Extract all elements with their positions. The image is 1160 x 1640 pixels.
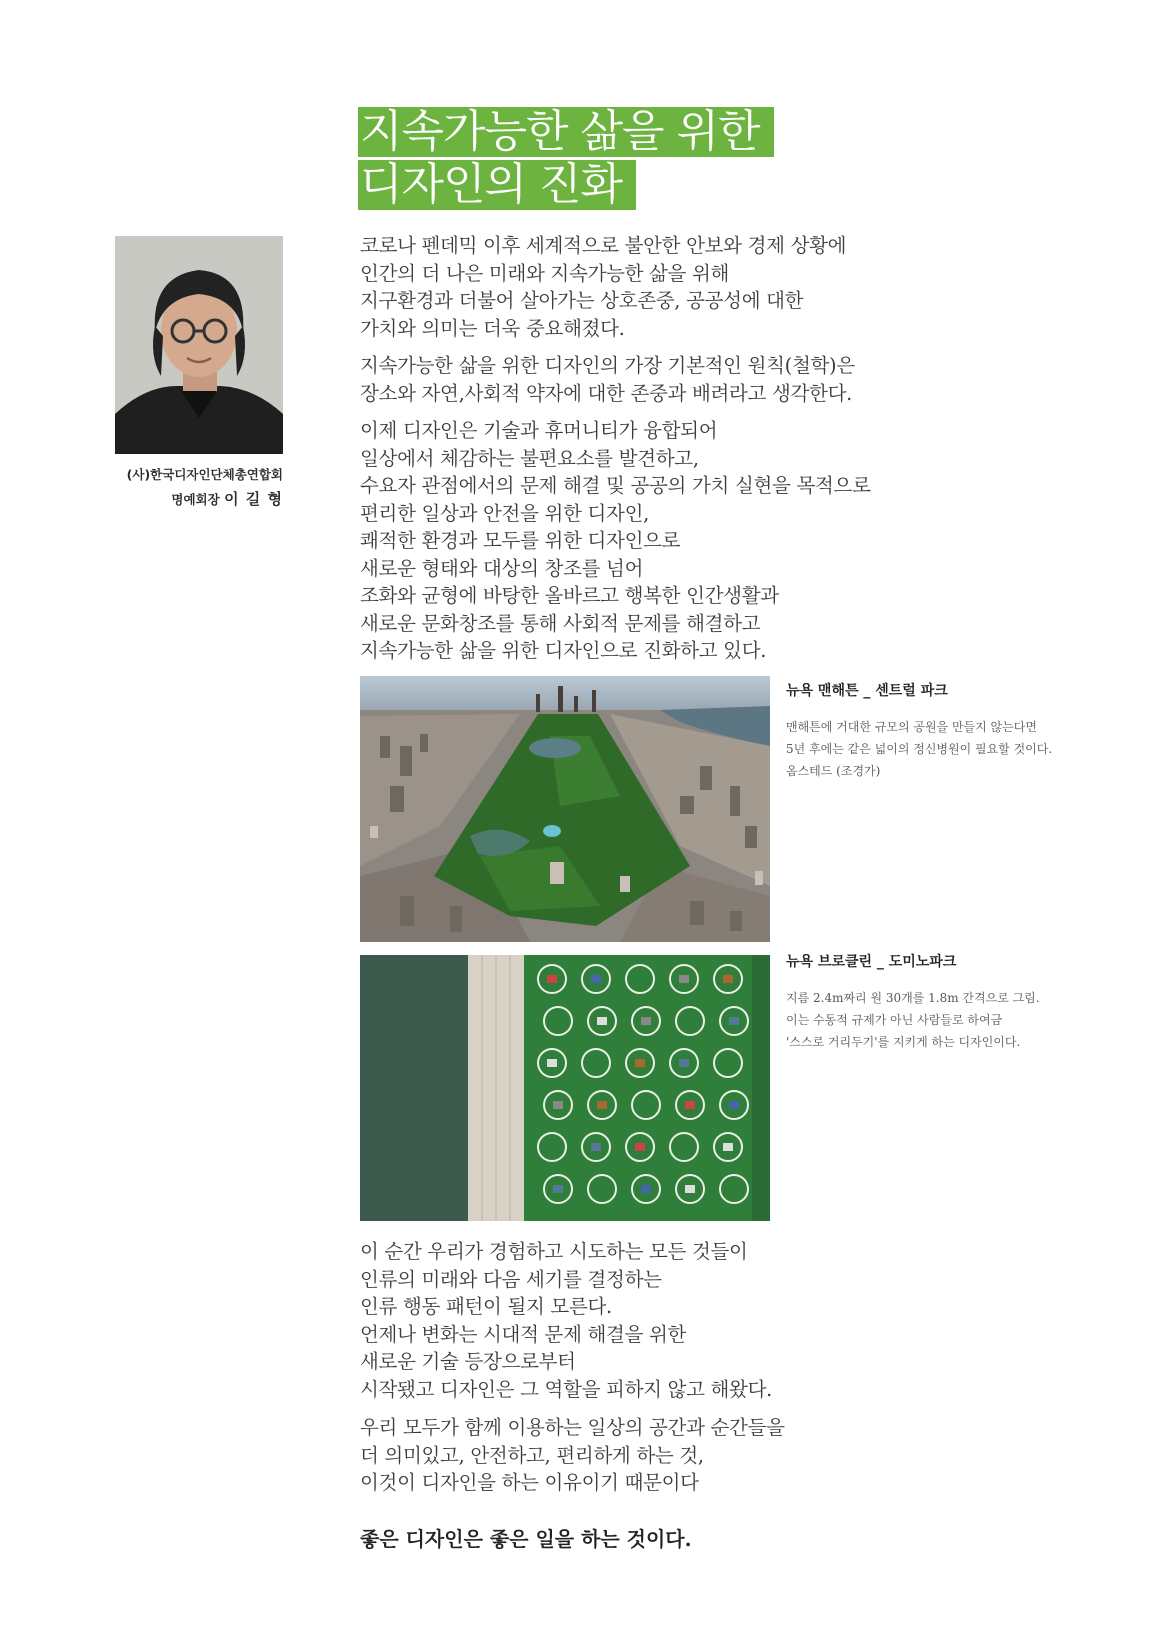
picnic-blanket	[553, 1185, 563, 1193]
picnic-blanket	[641, 1017, 651, 1025]
author-role: 명예회장	[171, 492, 220, 507]
text-line: 조화와 균형에 바탕한 올바르고 행복한 인간생활과	[360, 584, 779, 607]
picnic-blanket	[723, 1143, 733, 1151]
page-title-line-2: 디자인의 진화	[358, 160, 636, 210]
text-line: 새로운 형태와 대상의 창조를 넘어	[360, 556, 644, 580]
text-line: 인간의 더 나은 미래와 지속가능한 삶을 위해	[360, 261, 730, 285]
page-title-line-1: 지속가능한 삶을 위한	[358, 107, 774, 157]
picnic-blanket	[547, 975, 557, 983]
text-line: 우리 모두가 함께 이용하는 일상의 공간과 순간들을	[360, 1416, 785, 1439]
text-line: 쾌적한 환경과 모두를 위한 디자인으로	[360, 529, 681, 552]
picnic-blanket	[641, 1185, 651, 1193]
picnic-blanket	[679, 1059, 689, 1067]
paragraph-intro	[360, 232, 846, 342]
text-line: 시작됐고 디자인은 그 역할을 피하지 않고 해왔다.	[360, 1377, 773, 1401]
central-park-photo	[360, 676, 770, 942]
caption-heading: 뉴욕 맨해튼 _ 센트럴 파크	[786, 683, 948, 699]
picnic-blanket	[729, 1017, 739, 1025]
author-name: 이 길 형	[224, 490, 283, 508]
text-line: 수요자 관점에서의 문제 해결 및 공공의 가치 실현을 목적으로	[360, 474, 871, 497]
author-portrait	[115, 236, 283, 454]
caption-line: 옴스테드 (조경가)	[786, 764, 881, 778]
text-line: 코로나 펜데믹 이후 세계적으로 불안한 안보와 경제 상황에	[360, 234, 847, 257]
author-caption	[100, 463, 283, 512]
paragraph-future	[360, 1238, 772, 1403]
author-organization: (사)한국디자인단체총연합회	[126, 467, 283, 482]
picnic-blanket	[635, 1059, 645, 1067]
picnic-blanket	[591, 1143, 601, 1151]
domino-park-caption	[786, 951, 1116, 1053]
picnic-blanket	[597, 1017, 607, 1025]
paragraph-evolution	[360, 417, 871, 665]
caption-line: 이는 수동적 규제가 아닌 사람들로 하여금	[786, 1013, 1003, 1027]
picnic-blanket	[597, 1101, 607, 1109]
text-line: 언제나 변화는 시대적 문제 해결을 위한	[360, 1322, 687, 1346]
picnic-blanket	[679, 975, 689, 983]
text-line: 장소와 자연,사회적 약자에 대한 존중과 배려라고 생각한다.	[360, 381, 853, 405]
text-line: 편리한 일상과 안전을 위한 디자인,	[360, 501, 650, 525]
caption-heading: 뉴욕 브로클린 _ 도미노파크	[786, 954, 957, 970]
picnic-blanket	[723, 975, 733, 983]
caption-line: '스스로 거리두기'를 지키게 하는 디자인이다.	[786, 1035, 1021, 1049]
text-line: 새로운 기술 등장으로부터	[360, 1350, 576, 1373]
text-line: 이제 디자인은 기술과 휴머니티가 융합되어	[360, 419, 718, 442]
picnic-blanket	[553, 1101, 563, 1109]
text-line: 이 순간 우리가 경험하고 시도하는 모든 것들이	[360, 1240, 748, 1263]
text-line: 지속가능한 삶을 위한 디자인으로 진화하고 있다.	[360, 639, 767, 662]
caption-line: 5년 후에는 같은 넓이의 정신병원이 필요할 것이다.	[786, 742, 1053, 756]
text-line: 이것이 디자인을 하는 이유이기 때문이다	[360, 1471, 699, 1494]
picnic-blanket	[685, 1101, 695, 1109]
closing-statement: 좋은 디자인은 좋은 일을 하는 것이다.	[360, 1527, 692, 1551]
text-line: 인류의 미래와 다음 세기를 결정하는	[360, 1267, 662, 1291]
text-line: 더 의미있고, 안전하고, 편리하게 하는 것,	[360, 1443, 704, 1467]
text-line: 지구환경과 더불어 살아가는 상호존중, 공공성에 대한	[360, 289, 804, 312]
picnic-blanket	[729, 1101, 739, 1109]
text-line: 새로운 문화창조를 통해 사회적 문제를 해결하고	[360, 611, 761, 635]
central-park-caption	[786, 680, 1116, 782]
domino-park-photo	[360, 955, 770, 1221]
picnic-blanket	[547, 1059, 557, 1067]
text-line: 인류 행동 패턴이 될지 모른다.	[360, 1295, 612, 1318]
text-line: 가치와 의미는 더욱 중요해졌다.	[360, 316, 625, 340]
paragraph-principle	[360, 352, 855, 407]
caption-line: 지름 2.4m짜리 원 30개를 1.8m 간격으로 그림.	[786, 991, 1040, 1005]
picnic-blanket	[685, 1185, 695, 1193]
text-line: 지속가능한 삶을 위한 디자인의 가장 기본적인 원칙(철학)은	[360, 354, 855, 377]
text-line: 일상에서 체감하는 불편요소를 발견하고,	[360, 446, 699, 470]
picnic-blanket	[635, 1143, 645, 1151]
caption-line: 맨해튼에 거대한 규모의 공원을 만들지 않는다면	[786, 720, 1037, 734]
picnic-blanket	[591, 975, 601, 983]
paragraph-reason	[360, 1414, 785, 1497]
